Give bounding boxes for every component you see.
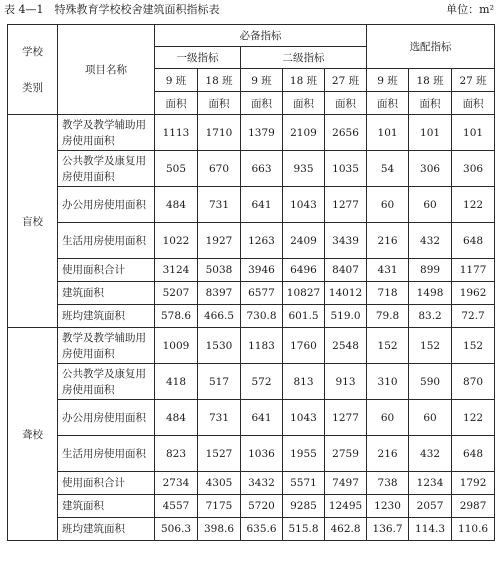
table-row: [8, 518, 495, 541]
value-cell: 60: [409, 187, 452, 223]
value-cell: 8407: [325, 259, 367, 282]
table-row: [8, 472, 495, 495]
value-cell: 1962: [452, 282, 495, 305]
item-name-cell: 教学及教学辅助用房使用面积: [58, 328, 155, 364]
value-cell: 738: [367, 472, 409, 495]
value-cell: 431: [367, 259, 409, 282]
header-area: 面积: [452, 92, 495, 115]
value-cell: 1177: [452, 259, 495, 282]
value-cell: 60: [409, 400, 452, 436]
value-cell: 1498: [409, 282, 452, 305]
value-cell: 517: [198, 364, 241, 400]
value-cell: 83.2: [409, 305, 452, 328]
value-cell: 515.8: [283, 518, 325, 541]
table-row: [8, 115, 495, 151]
value-cell: 10827: [283, 282, 325, 305]
value-cell: 432: [409, 223, 452, 259]
value-cell: 5571: [283, 472, 325, 495]
value-cell: 2734: [155, 472, 198, 495]
value-cell: 913: [325, 364, 367, 400]
value-cell: 101: [452, 115, 495, 151]
value-cell: 6577: [241, 282, 283, 305]
value-cell: 54: [367, 151, 409, 187]
value-cell: 2656: [325, 115, 367, 151]
value-cell: 1263: [241, 223, 283, 259]
header-class-count: 9 班: [367, 69, 409, 92]
item-name-cell: 公共教学及康复用房使用面积: [58, 364, 155, 400]
value-cell: 1277: [325, 400, 367, 436]
value-cell: 310: [367, 364, 409, 400]
value-cell: 1955: [283, 436, 325, 472]
value-cell: 5720: [241, 495, 283, 518]
header-optional: 选配指标: [367, 25, 495, 69]
header-class-count: 27 班: [452, 69, 495, 92]
value-cell: 1009: [155, 328, 198, 364]
value-cell: 572: [241, 364, 283, 400]
value-cell: 2409: [283, 223, 325, 259]
value-cell: 3124: [155, 259, 198, 282]
value-cell: 718: [367, 282, 409, 305]
value-cell: 2057: [409, 495, 452, 518]
item-name-cell: 班均建筑面积: [58, 518, 155, 541]
value-cell: 136.7: [367, 518, 409, 541]
header-class-count: 27 班: [325, 69, 367, 92]
value-cell: 3432: [241, 472, 283, 495]
header-class-count: 18 班: [283, 69, 325, 92]
value-cell: 12495: [325, 495, 367, 518]
header-class-count: 18 班: [198, 69, 241, 92]
value-cell: 79.8: [367, 305, 409, 328]
table-caption: [0, 0, 500, 20]
value-cell: 1036: [241, 436, 283, 472]
header-school-category: 学校 类别: [8, 25, 58, 115]
item-name-cell: 教学及教学辅助用房使用面积: [58, 115, 155, 151]
header-class-count: 9 班: [155, 69, 198, 92]
header-item-name: 项目名称: [58, 25, 155, 115]
value-cell: 1183: [241, 328, 283, 364]
value-cell: 8397: [198, 282, 241, 305]
value-cell: 823: [155, 436, 198, 472]
value-cell: 114.3: [409, 518, 452, 541]
header-area: 面积: [283, 92, 325, 115]
item-name-cell: 班均建筑面积: [58, 305, 155, 328]
value-cell: 4305: [198, 472, 241, 495]
header-level2: 二级指标: [241, 47, 367, 69]
value-cell: 590: [409, 364, 452, 400]
header-area: 面积: [409, 92, 452, 115]
header-area: 面积: [367, 92, 409, 115]
value-cell: 3946: [241, 259, 283, 282]
value-cell: 1760: [283, 328, 325, 364]
value-cell: 484: [155, 400, 198, 436]
value-cell: 601.5: [283, 305, 325, 328]
header-area: 面积: [325, 92, 367, 115]
value-cell: 1022: [155, 223, 198, 259]
value-cell: 1234: [409, 472, 452, 495]
value-cell: 641: [241, 400, 283, 436]
value-cell: 122: [452, 400, 495, 436]
item-name-cell: 生活用房使用面积: [58, 436, 155, 472]
value-cell: 1379: [241, 115, 283, 151]
value-cell: 60: [367, 400, 409, 436]
table-row: [8, 400, 495, 436]
value-cell: 5207: [155, 282, 198, 305]
value-cell: 101: [367, 115, 409, 151]
school-category-cell: 盲校: [8, 115, 58, 328]
table-title: 表 4—1 特殊教育学校校舍建筑面积指标表: [4, 3, 220, 16]
header-area: 面积: [155, 92, 198, 115]
header-class-count: 18 班: [409, 69, 452, 92]
value-cell: 635.6: [241, 518, 283, 541]
value-cell: 7175: [198, 495, 241, 518]
value-cell: 641: [241, 187, 283, 223]
value-cell: 4557: [155, 495, 198, 518]
value-cell: 432: [409, 436, 452, 472]
value-cell: 731: [198, 400, 241, 436]
value-cell: 122: [452, 187, 495, 223]
value-cell: 519.0: [325, 305, 367, 328]
value-cell: 2759: [325, 436, 367, 472]
value-cell: 306: [409, 151, 452, 187]
header-area: 面积: [198, 92, 241, 115]
value-cell: 14012: [325, 282, 367, 305]
value-cell: 663: [241, 151, 283, 187]
unit-label: 单位：m²: [446, 3, 494, 16]
value-cell: 7497: [325, 472, 367, 495]
value-cell: 1277: [325, 187, 367, 223]
item-name-cell: 建筑面积: [58, 495, 155, 518]
value-cell: 466.5: [198, 305, 241, 328]
value-cell: 1043: [283, 187, 325, 223]
value-cell: 3439: [325, 223, 367, 259]
table-row: [8, 282, 495, 305]
value-cell: 670: [198, 151, 241, 187]
table-row: [8, 364, 495, 400]
item-name-cell: 使用面积合计: [58, 259, 155, 282]
value-cell: 6496: [283, 259, 325, 282]
value-cell: 506.3: [155, 518, 198, 541]
value-cell: 110.6: [452, 518, 495, 541]
value-cell: 935: [283, 151, 325, 187]
value-cell: 505: [155, 151, 198, 187]
header-required: 必备指标: [155, 25, 367, 47]
value-cell: 870: [452, 364, 495, 400]
item-name-cell: 办公用房使用面积: [58, 187, 155, 223]
value-cell: 1927: [198, 223, 241, 259]
table-row: [8, 151, 495, 187]
header-level1: 一级指标: [155, 47, 241, 69]
value-cell: 152: [452, 328, 495, 364]
table-row: [8, 436, 495, 472]
value-cell: 1230: [367, 495, 409, 518]
table-row: [8, 187, 495, 223]
value-cell: 1530: [198, 328, 241, 364]
value-cell: 578.6: [155, 305, 198, 328]
value-cell: 9285: [283, 495, 325, 518]
table-row: [8, 305, 495, 328]
value-cell: 730.8: [241, 305, 283, 328]
value-cell: 813: [283, 364, 325, 400]
header-area: 面积: [241, 92, 283, 115]
value-cell: 484: [155, 187, 198, 223]
value-cell: 2548: [325, 328, 367, 364]
item-name-cell: 生活用房使用面积: [58, 223, 155, 259]
value-cell: 1527: [198, 436, 241, 472]
value-cell: 1035: [325, 151, 367, 187]
header-class-count: 9 班: [241, 69, 283, 92]
value-cell: 2987: [452, 495, 495, 518]
value-cell: 648: [452, 436, 495, 472]
item-name-cell: 建筑面积: [58, 282, 155, 305]
item-name-cell: 使用面积合计: [58, 472, 155, 495]
value-cell: 418: [155, 364, 198, 400]
value-cell: 648: [452, 223, 495, 259]
value-cell: 152: [367, 328, 409, 364]
value-cell: 1792: [452, 472, 495, 495]
value-cell: 60: [367, 187, 409, 223]
value-cell: 306: [452, 151, 495, 187]
table-row: [8, 328, 495, 364]
table-row: [8, 495, 495, 518]
building-area-table: [7, 24, 495, 541]
value-cell: 2109: [283, 115, 325, 151]
item-name-cell: 办公用房使用面积: [58, 400, 155, 436]
value-cell: 398.6: [198, 518, 241, 541]
value-cell: 1710: [198, 115, 241, 151]
value-cell: 1043: [283, 400, 325, 436]
value-cell: 899: [409, 259, 452, 282]
school-category-cell: 聋校: [8, 328, 58, 541]
value-cell: 72.7: [452, 305, 495, 328]
value-cell: 5038: [198, 259, 241, 282]
value-cell: 216: [367, 436, 409, 472]
table-row: [8, 259, 495, 282]
value-cell: 101: [409, 115, 452, 151]
value-cell: 216: [367, 223, 409, 259]
table-row: [8, 223, 495, 259]
value-cell: 1113: [155, 115, 198, 151]
value-cell: 462.8: [325, 518, 367, 541]
value-cell: 152: [409, 328, 452, 364]
item-name-cell: 公共教学及康复用房使用面积: [58, 151, 155, 187]
value-cell: 731: [198, 187, 241, 223]
